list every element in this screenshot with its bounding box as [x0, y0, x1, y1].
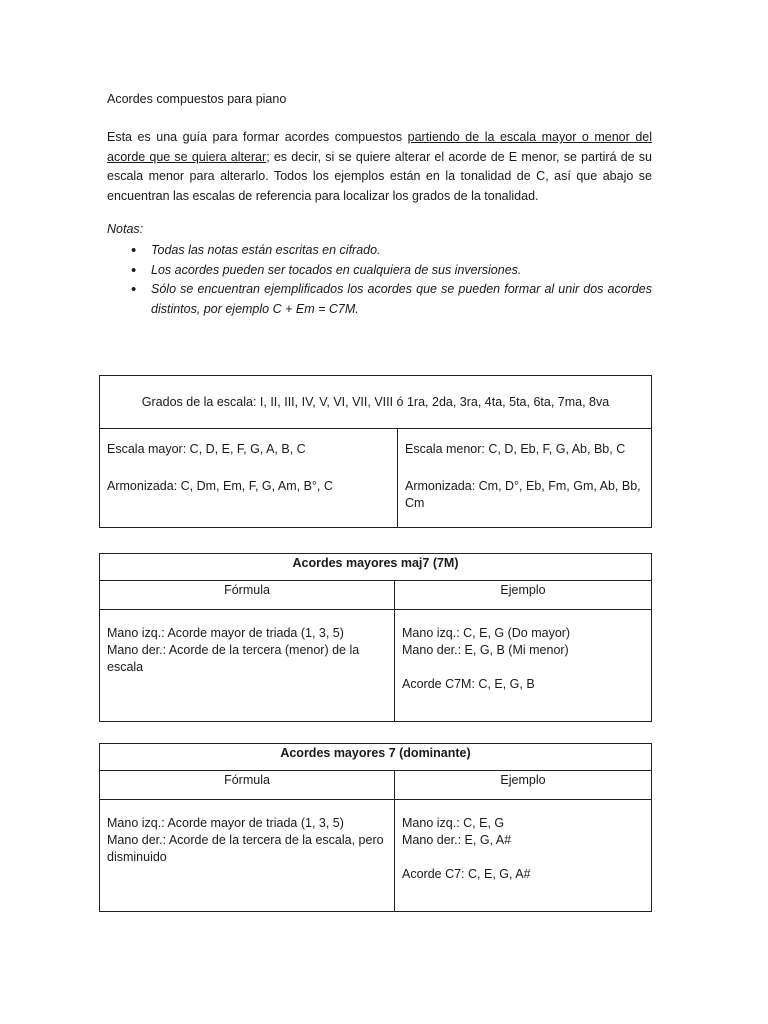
dom7-formula-left: Mano izq.: Acorde mayor de triada (1, 3, 5): [107, 816, 344, 830]
maj7-table-title: Acordes mayores maj7 (7M): [100, 554, 652, 581]
list-item: • Todas las notas están escritas en cifrado.: [107, 241, 652, 261]
maj7-example-right: Mano der.: E, G, B (Mi menor): [402, 643, 569, 657]
major-scale-cell: [100, 429, 398, 528]
minor-scale-text: Escala menor: C, D, Eb, F, G, Ab, Bb, C: [405, 442, 626, 456]
list-item: • Sólo se encuentran ejemplificados los acordes que se pueden formar al unir dos acordes distintos, por ejemplo C + Em = C7M.: [107, 280, 652, 319]
maj7-example-cell: [395, 610, 652, 722]
maj7-formula-left: Mano izq.: Acorde mayor de triada (1, 3, 5): [107, 626, 344, 640]
intro-text-end: ; es decir, si se quiere alterar el acorde de E menor, se partirá de su escala menor para alterarlo. Todos los ejemplos están en la tonalidad de C, así que abajo se encuentran las escalas de referencia para localizar los grados de la tonalidad.: [107, 149, 652, 203]
dom7-example-cell: [395, 800, 652, 912]
major-harmonized-text: Armonizada: C, Dm, Em, F, G, Am, B°, C: [107, 478, 333, 493]
maj7-formula-cell: [100, 610, 395, 722]
dom7-formula-right: Mano der.: Acorde de la tercera de la escala, pero disminuido: [107, 833, 384, 864]
dom7-example-right: Mano der.: E, G, A#: [402, 833, 512, 847]
maj7-example-header: Ejemplo: [395, 581, 652, 610]
notes-heading: Notas:: [107, 222, 144, 236]
dom7-example-result: Acorde C7: C, E, G, A#: [402, 867, 531, 881]
dom7-formula-cell: [100, 800, 395, 912]
major-scale-text: Escala mayor: C, D, E, F, G, A, B, C: [107, 442, 306, 456]
notes-list: [107, 241, 652, 319]
scale-degrees-header: Grados de la escala: I, II, III, IV, V, VI, VII, VIII ó 1ra, 2da, 3ra, 4ta, 5ta, 6ta, 7ma, 8va: [100, 376, 652, 429]
dom7-table-title: Acordes mayores 7 (dominante): [100, 744, 652, 771]
maj7-example-result: Acorde C7M: C, E, G, B: [402, 677, 535, 691]
maj7-formula-header: Fórmula: [100, 581, 395, 610]
dom7-example-left: Mano izq.: C, E, G: [402, 816, 505, 830]
intro-text-start: Esta es una guía para formar acordes compuestos: [107, 130, 408, 144]
dom7-formula-header: Fórmula: [100, 771, 395, 800]
dom7-example-header: Ejemplo: [395, 771, 652, 800]
scales-table: [99, 375, 652, 528]
dom7-chords-table: [99, 743, 652, 912]
list-item: • Los acordes pueden ser tocados en cualquiera de sus inversiones.: [107, 261, 652, 281]
intro-underlined-text: partiendo de la escala mayor o menor del acorde que se quiera alterar: [107, 130, 652, 164]
document-title: Acordes compuestos para piano: [107, 92, 287, 106]
minor-harmonized-text: Armonizada: Cm, D°, Eb, Fm, Gm, Ab, Bb, Cm: [405, 478, 641, 510]
maj7-chords-table: [99, 553, 652, 722]
minor-scale-cell: [398, 429, 652, 528]
maj7-example-left: Mano izq.: C, E, G (Do mayor): [402, 626, 571, 640]
maj7-formula-right: Mano der.: Acorde de la tercera (menor) de la escala: [107, 643, 360, 674]
intro-paragraph: [107, 128, 652, 206]
